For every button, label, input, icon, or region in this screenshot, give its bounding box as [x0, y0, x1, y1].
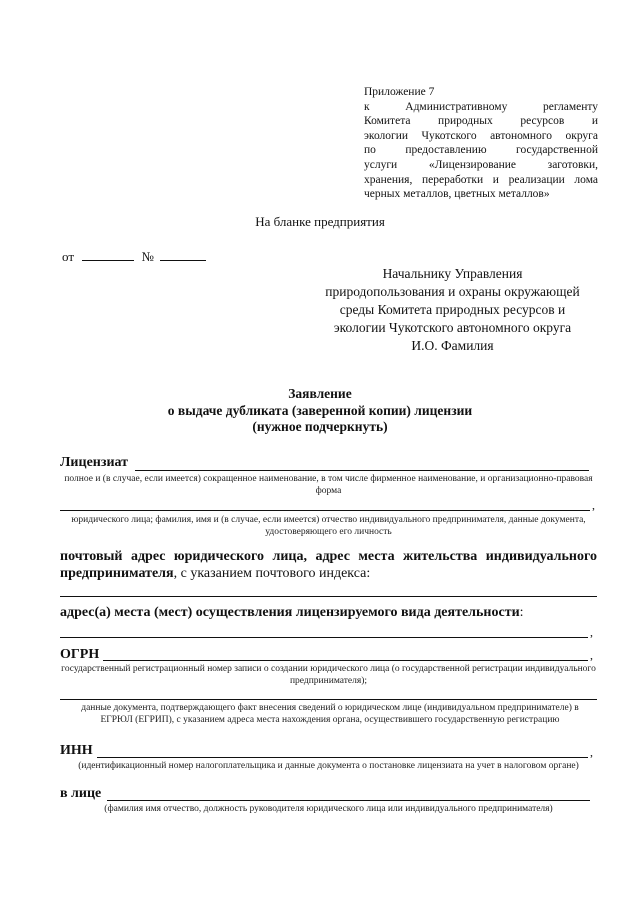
- addressee-block: [300, 265, 605, 355]
- number-field[interactable]: [160, 248, 206, 261]
- number-sign: №: [141, 249, 154, 264]
- licensee-field-2[interactable]: [60, 510, 590, 511]
- comma: ,: [590, 648, 593, 662]
- annex-line: экологии Чукотского автономного округа: [364, 129, 598, 142]
- annex-line: услуги «Лицензирование заготовки,: [364, 158, 598, 171]
- addressee-line: природопользования и охраны окружающей: [325, 284, 580, 299]
- inn-hint: (идентификационный номер налогоплательщика и данные документа о постановке лицензиата на учет в налоговом органе): [78, 761, 579, 771]
- person-field[interactable]: [107, 800, 590, 801]
- annex-block: [364, 85, 598, 202]
- comma: ,: [592, 498, 595, 512]
- person-label: в лице: [60, 786, 102, 801]
- annex-line: по предоставлению государственной: [364, 144, 598, 157]
- licensee-label: Лицензиат: [60, 455, 129, 470]
- letterhead-note: На бланке предприятия: [255, 214, 385, 229]
- postal-address-label: [60, 549, 597, 582]
- from-number-line: [62, 248, 206, 265]
- addressee-line: Начальнику Управления: [382, 266, 523, 281]
- annex-line: хранения, переработки и реализации лома: [364, 173, 598, 186]
- comma: ,: [590, 625, 593, 639]
- addressee-line: экологии Чукотского автономного округа: [333, 320, 572, 335]
- licensee-field[interactable]: [135, 470, 589, 471]
- postal-address-rest: , с указанием почтового индекса:: [173, 565, 371, 581]
- postal-address-bold: почтовый адрес юридического лица, адрес места жительства индивидуального предпринимателя: [60, 549, 597, 581]
- inn-label: ИНН: [60, 743, 93, 758]
- annex-line: Комитета природных ресурсов и: [364, 115, 598, 128]
- ogrn-hint-2: данные документа, подтверждающего факт внесения сведений о юридическом лице (индивидуальном предпринимателе) в ЕГРЮЛ (ЕГРИП), с указанием адреса места нахождения органа, осуществившего государственную регистрацию: [81, 703, 579, 725]
- ogrn-label: ОГРН: [60, 647, 100, 662]
- addressee-line: среды Комитета природных ресурсов и: [339, 302, 566, 317]
- title-line: Заявление: [288, 386, 352, 401]
- application-title: [0, 386, 640, 436]
- annex-title: Приложение 7: [364, 86, 435, 98]
- person-hint: (фамилия имя отчество, должность руководителя юридического лица или индивидуального предпринимателя): [104, 804, 553, 814]
- activity-address-field[interactable]: [60, 637, 588, 638]
- activity-colon: :: [519, 605, 524, 620]
- inn-field[interactable]: [97, 757, 588, 758]
- date-field[interactable]: [82, 248, 134, 261]
- ogrn-field-2[interactable]: [60, 699, 597, 700]
- title-line: о выдаче дубликата (заверенной копии) лицензии: [167, 402, 473, 418]
- addressee-name: И.О. Фамилия: [411, 338, 494, 353]
- title-line: (нужное подчеркнуть): [252, 419, 388, 434]
- licensee-hint-2: юридического лица; фамилия, имя и (в случае, если имеется) отчество индивидуального предпринимателя, данные документа, удостоверяющего его личность: [71, 515, 586, 537]
- comma: ,: [590, 745, 593, 759]
- from-label: от: [62, 249, 75, 264]
- ogrn-hint: государственный регистрационный номер записи о создании юридического лица (о государственной регистрации индивидуального предпринимателя);: [61, 664, 596, 686]
- licensee-hint: полное и (в случае, если имеется) сокращенное наименование, в том числе фирменное наименование, и организационно-правовая форма: [64, 474, 593, 496]
- postal-address-field[interactable]: [60, 596, 597, 597]
- annex-line: черных металлов, цветных металлов»: [364, 188, 550, 201]
- ogrn-field[interactable]: [103, 660, 588, 661]
- activity-address-bold: адрес(а) места (мест) осуществления лицензируемого вида деятельности: [60, 605, 520, 620]
- annex-line: к Административному регламенту: [364, 100, 598, 113]
- activity-address-label: [60, 605, 524, 621]
